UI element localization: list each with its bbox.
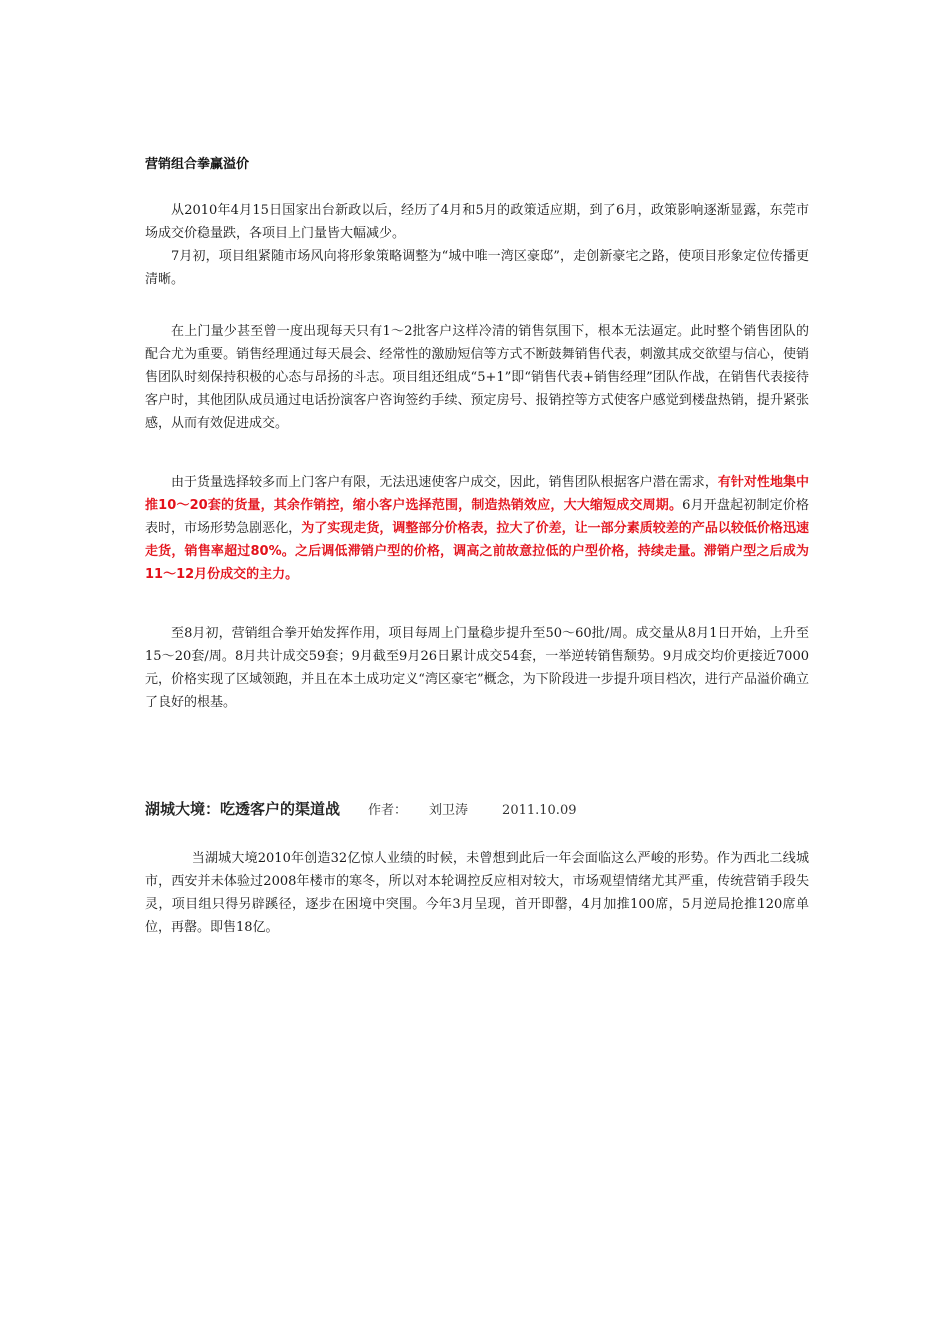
author-label: 作者：: [368, 803, 408, 818]
paragraph-pricing-strategy: [145, 471, 809, 586]
pricing-text-2: 6月开盘起初制定价格表时，市场形势急剧恶化，: [145, 498, 809, 536]
article-header: [145, 798, 576, 819]
paragraph-results: 至8月初，营销组合拳开始发挥作用，项目每周上门量稳步提升至50～60批/周。成交量从8月1日开始，上升至15～20套/周。8月共计成交59套；9月截至9月26日累计成交54套，一举逆转销售颓势。9月成交均价更接近7000元，价格实现了区域领跑，并且在本土成功定义“湾区豪宅”概念，为下阶段进一步提升项目档次，进行产品溢价确立了良好的根基。: [145, 626, 809, 710]
highlight-price-adjustment: 为了实现走货，调整部分价格表，拉大了价差，让一部分素质较差的产品以较低价格迅速走货，销售率超过80%。之后调低滞销户型的价格，调高之前故意拉低的户型价格，持续走量。滞销户型之后成为11～12月份成交的主力。: [145, 521, 809, 582]
paragraph-sales-team: 在上门量少甚至曾一度出现每天只有1～2批客户这样冷清的销售氛围下，根本无法逼定。此时整个销售团队的配合尤为重要。销售经理通过每天晨会、经常性的激励短信等方式不断鼓舞销售代表，刺激其成交欲望与信心，使销售团队时刻保持积极的心态与昂扬的斗志。项目组还组成“5+1”即“销售代表+销售经理”团队作战，在销售代表接待客户时，其他团队成员通过电话扮演客户咨询签约手续、预定房号、报销控等方式使客户感觉到楼盘热销，提升紧张感，从而有效促进成交。: [145, 324, 809, 431]
pricing-text-1: 由于货量选择较多而上门客户有限，无法迅速使客户成交，因此，销售团队根据客户潜在需求，: [171, 475, 718, 490]
highlight-inventory-control: 有针对性地集中推10～20套的货量，其余作销控，缩小客户选择范围，制造热销效应，大大缩短成交周期。: [145, 475, 809, 513]
paragraph-positioning: 7月初，项目组紧随市场风向将形象策略调整为“城中唯一湾区豪邸”，走创新豪宅之路，使项目形象定位传播更清晰。: [145, 249, 809, 287]
author-name: 刘卫涛: [429, 803, 469, 818]
paragraph-policy-impact: 从2010年4月15日国家出台新政以后，经历了4月和5月的政策适应期，到了6月，政策影响逐渐显露，东莞市场成交价稳量跌，各项目上门量皆大幅减少。: [145, 203, 809, 241]
section-title-marketing: 营销组合拳赢溢价: [145, 157, 250, 172]
paragraph-hucheng-intro: 当湖城大境2010年创造32亿惊人业绩的时候，未曾想到此后一年会面临这么严峻的形势。作为西北二线城市，西安并未体验过2008年楼市的寒冬，所以对本轮调控反应相对较大，市场观望情绪尤其严重，传统营销手段失灵，项目组只得另辟蹊径，逐步在困境中突围。今年3月呈现，首开即罄，4月加推100席，5月逆局抢推120席单位，再罄。即售18亿。: [145, 851, 809, 935]
article-title: 湖城大境：吃透客户的渠道战: [145, 800, 341, 818]
article-date: 2011.10.09: [502, 803, 577, 818]
